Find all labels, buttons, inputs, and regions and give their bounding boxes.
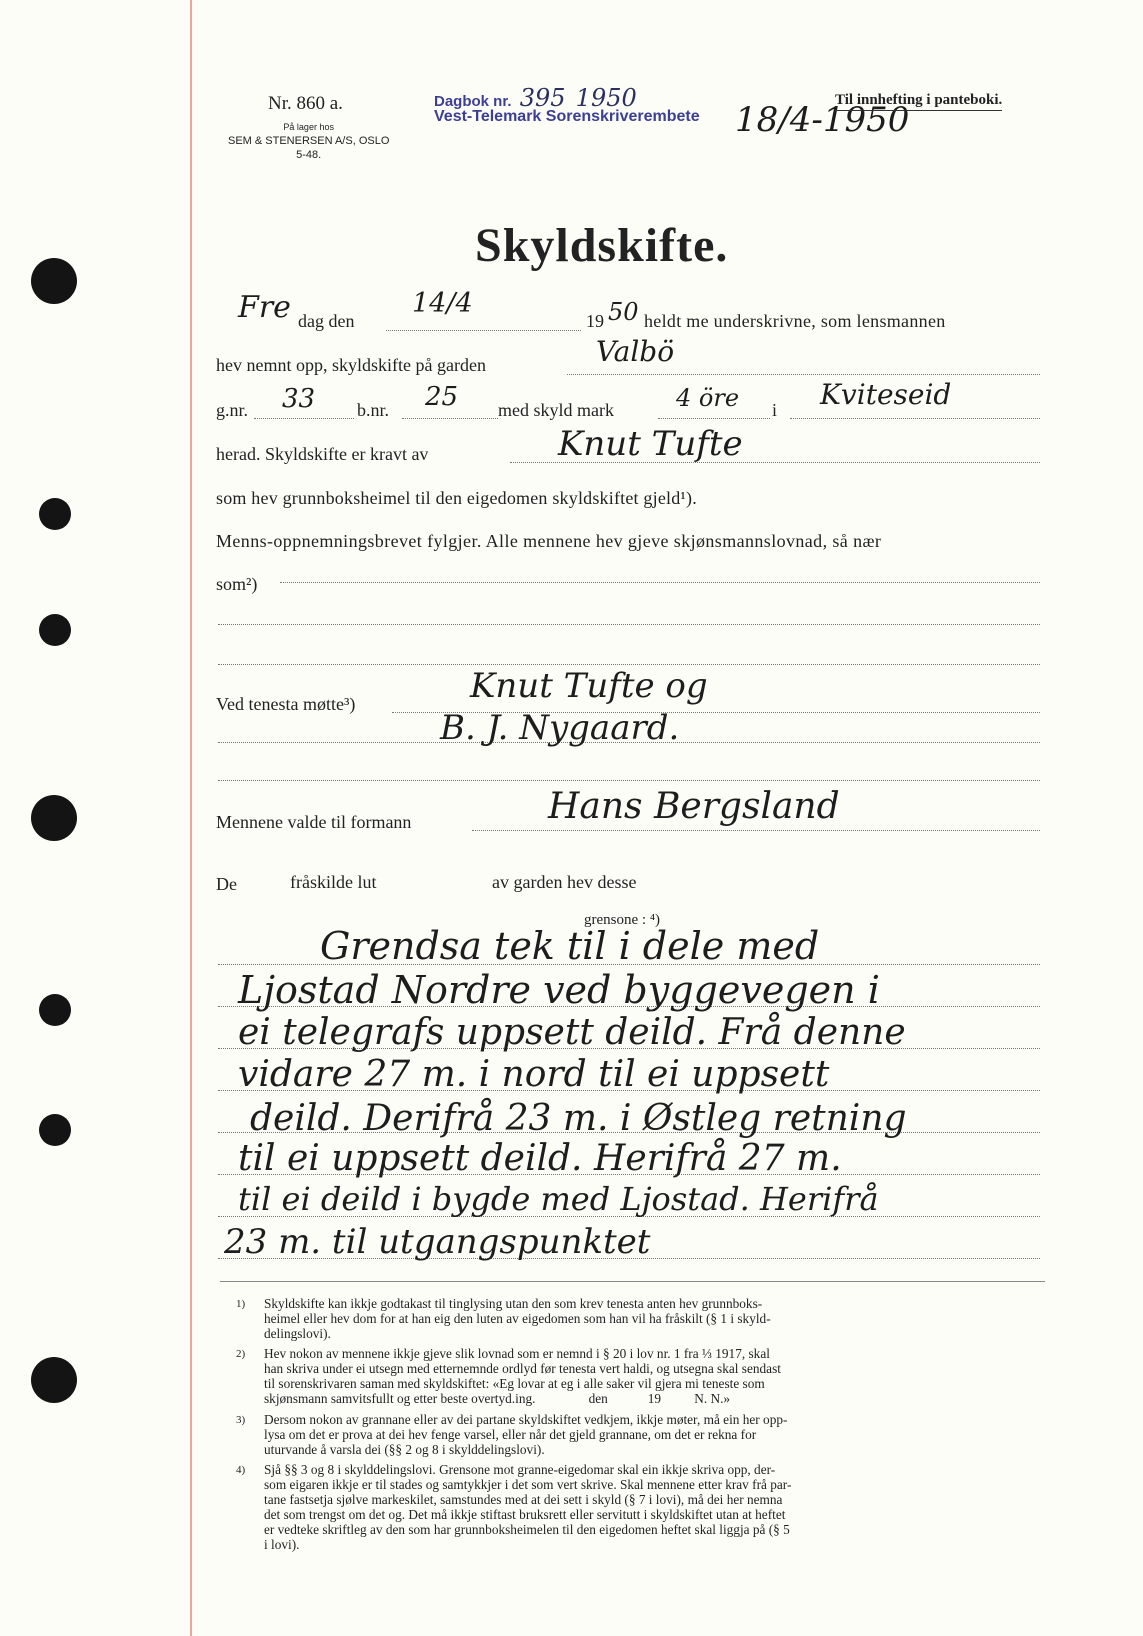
form-text: heldt me underskrivne, som lensmannen [644, 311, 946, 331]
fill-line [386, 330, 581, 331]
form-text: som hev grunnboksheimel til den eigedomen skyldskiftet gjeld¹). [216, 488, 697, 508]
boundary-line: ei telegrafs uppsett deild. Frå denne [238, 1012, 906, 1053]
form-text: Mennene valde til formann [216, 812, 412, 832]
form-text: av garden hev desse [492, 872, 637, 892]
footnote-number: 3) [236, 1414, 246, 1426]
form-text: 19 [586, 311, 604, 331]
publisher-line: På lager hos [283, 122, 334, 132]
binding-note: Til innhefting i panteboki. [835, 92, 1002, 111]
stamp-number: 395 [519, 84, 566, 112]
footnote-line: som eigaren ikkje er til stades og samtykkjer i det som vert skrive. Skal mennene etter krav frå par- [264, 1477, 792, 1492]
punch-hole [31, 1357, 77, 1403]
fill-line [254, 418, 354, 419]
footnote-separator [220, 1281, 1045, 1282]
footnote-line: delingslovi). [264, 1326, 331, 1341]
fill-line [567, 374, 1040, 375]
form-text: Ved tenesta møtte³) [216, 694, 356, 714]
present-handwritten: B. J. Nygaard. [440, 708, 680, 748]
footnote-line: Skyldskifte kan ikkje godtakast til tinglysing utan den som krev tenesta anten hev grunnboks- [264, 1296, 763, 1311]
punch-hole [39, 994, 71, 1026]
boundary-line: 23 m. til utgangspunktet [224, 1222, 651, 1262]
footnote-line: Sjå §§ 3 og 8 i skylddelingslovi. Grensone mot granne-eigedomar skal ein ikkje skriva opp, der- [264, 1462, 776, 1477]
form-text: som²) [216, 574, 258, 594]
fill-line [472, 830, 1040, 831]
form-text: Menns-oppnemningsbrevet fylgjer. Alle mennene hev gjeve skjønsmannslovnad, så nær [216, 531, 882, 551]
date-handwritten: 14/4 [412, 288, 473, 319]
fill-line [218, 664, 1040, 665]
footnote-line: til sorenskrivaren saman med skyldskiftet: «Eg lovar at eg i alle saker vil gjera mi teneste som [264, 1376, 765, 1391]
municipality-handwritten: Kviteseid [820, 378, 952, 411]
fill-line [790, 418, 1040, 419]
form-text: hev nemnt opp, skyldskifte på garden [216, 355, 486, 375]
footnote-line: uturvande å varsla dei (§§ 2 og 8 i skylddelingslovi). [264, 1442, 545, 1457]
footnote-number: 1) [236, 1298, 246, 1310]
farm-handwritten: Valbö [596, 335, 675, 368]
weekday-handwritten: Fre [238, 290, 291, 325]
footnote-number: 2) [236, 1348, 246, 1360]
publisher-line: SEM & STENERSEN A/S, OSLO [228, 135, 390, 147]
form-text: De [216, 874, 237, 894]
boundary-line: til ei deild i bygde med Ljostad. Herifrå [238, 1180, 879, 1218]
footnote-line: heimel eller hev dom for at han eig den luten av eigedomen som han vil ha fråskilt (§ 1 i skyld- [264, 1311, 771, 1326]
fill-line [402, 418, 498, 419]
court-stamp: Vest-Telemark Sorenskriverembete [434, 108, 700, 125]
punch-hole [39, 614, 71, 646]
boundary-line: Ljostad Nordre ved byggevegen i [238, 968, 880, 1012]
form-number: Nr. 860 a. [268, 93, 343, 114]
boundary-line: deild. Derifrå 23 m. i Østleg retning [250, 1098, 907, 1139]
form-text: i [772, 400, 778, 420]
skyld-handwritten: 4 öre [676, 384, 740, 412]
footnote-line: det som trengst om det og. Det må ikkje stiftast bruksrett eller servitutt i skyldskiftet utan at heftet [264, 1507, 786, 1522]
chair-handwritten: Hans Bergsland [548, 786, 840, 827]
footnote-line: i lovi). [264, 1537, 300, 1552]
footnote-line: tane fastsetja sjølve markeskilet, samstundes med at dei sett i skyld (§ 7 i lovi), må dei her nemna [264, 1492, 783, 1507]
boundary-line: vidare 27 m. i nord til ei uppsett [238, 1054, 830, 1095]
footnote [264, 1462, 791, 1552]
gnr-handwritten: 33 [282, 384, 316, 414]
footnote-line: Dersom nokon av grannane eller av dei partane skyldskiftet vedkjem, ikkje møter, må ein her opp- [264, 1412, 788, 1427]
requester-handwritten: Knut Tufte [558, 424, 743, 464]
punch-hole [31, 795, 77, 841]
footnote-line: lysa om det er prova at dei hev fenge varsel, eller når det gjeld grannane, om det er rekna for [264, 1427, 757, 1442]
year-handwritten: 50 [608, 298, 639, 326]
form-text: dag den [298, 311, 355, 331]
footnote [264, 1346, 781, 1406]
margin-line [190, 0, 192, 1636]
fill-line [280, 582, 1040, 583]
publisher-info [228, 120, 389, 162]
stamp-year: 1950 [575, 84, 637, 112]
fill-line [218, 624, 1040, 625]
form-text: med skyld mark [498, 400, 614, 420]
form-text: g.nr. [216, 400, 249, 420]
footnote-line: er vedteke skriftleg av den som har grunnboksheimelen til den eigedomen heftet skal liggja på (§ 5 [264, 1522, 790, 1537]
stamp-label: Dagbok nr. [434, 93, 512, 110]
form-text: grensone : ⁴) [584, 912, 661, 928]
stamp-date: 18/4-1950 [735, 100, 910, 140]
present-handwritten: Knut Tufte og [470, 666, 708, 706]
bnr-handwritten: 25 [425, 382, 459, 412]
boundary-line: til ei uppsett deild. Herifrå 27 m. [238, 1138, 842, 1179]
footnote-line: Hev nokon av mennene ikkje gjeve slik lovnad som er nemnd i § 20 i lov nr. 1 fra ⅓ 1917, skal [264, 1346, 770, 1361]
footnote-line: han skriva under ei utsegn med etternemnde ordlyd før tenesta vert haldi, og utsegna skal sendast [264, 1361, 781, 1376]
footnote [264, 1296, 771, 1341]
form-text: b.nr. [357, 400, 390, 420]
page-title: Skyldskifte. [475, 219, 729, 272]
punch-hole [39, 1114, 71, 1146]
fill-line [218, 780, 1040, 781]
publisher-line: 5-48. [296, 149, 322, 161]
footnote-line: skjønsmann samvitsfullt og etter beste overtyd.ing. den 19 N. N.» [264, 1391, 731, 1406]
footnote-number: 4) [236, 1464, 246, 1476]
punch-hole [31, 258, 77, 304]
punch-hole [39, 498, 71, 530]
boundary-line: Grendsa tek til i dele med [320, 924, 820, 968]
fill-line [658, 418, 770, 419]
form-text: fråskilde lut [290, 872, 377, 892]
form-text: herad. Skyldskifte er kravt av [216, 444, 429, 464]
footnote [264, 1412, 787, 1457]
